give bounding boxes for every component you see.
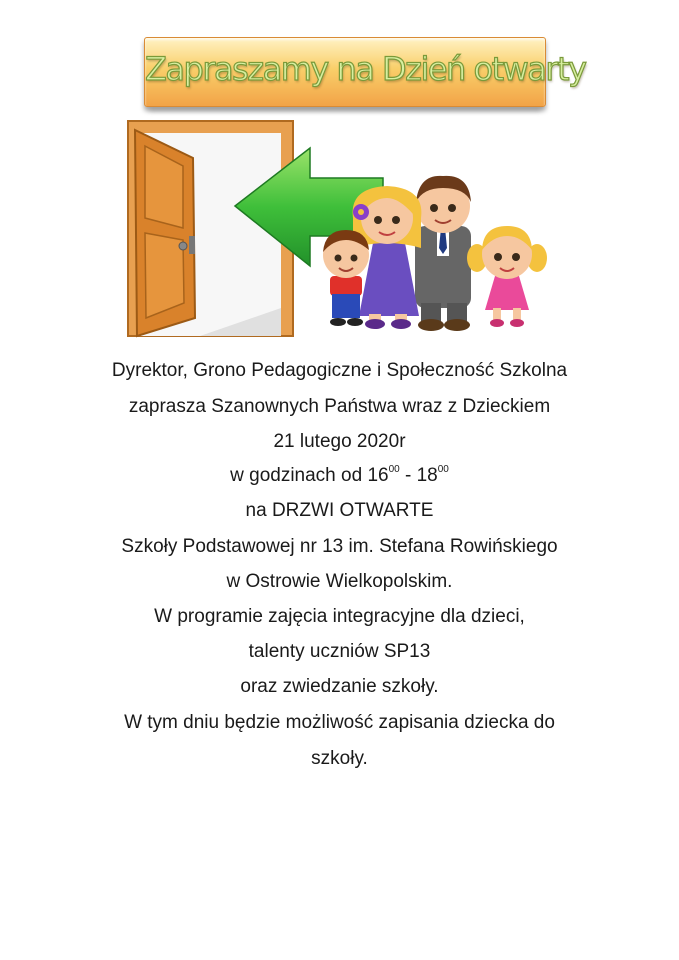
event-name: na DRZWI OTWARTE [245, 500, 434, 521]
enrollment-line: W tym dniu będzie możliwość zapisania dziecka do [124, 712, 555, 733]
hours-separator: - [399, 465, 417, 486]
invitation-line-hosts: Dyrektor, Grono Pedagogiczne i Społeczność Szkolna [111, 360, 568, 381]
tour-line: oraz zwiedzanie szkoły. [240, 676, 439, 697]
event-hours [0, 459, 679, 493]
illustration [125, 118, 565, 343]
school-city: w Ostrowie Wielkopolskim. [226, 571, 453, 592]
hours-start: 16 [367, 465, 389, 486]
school-name: Szkoły Podstawowej nr 13 im. Stefana Rowińskiego [121, 536, 558, 557]
program-line: W programie zajęcia integracyjne dla dzieci, [154, 606, 525, 627]
hours-end: 18 [416, 465, 438, 486]
hours-prefix: w godzinach od [230, 465, 368, 486]
banner-shadow [150, 108, 540, 112]
enrollment-line-end: szkoły. [311, 748, 368, 769]
family-icon [323, 176, 547, 331]
talents-line: talenty uczniów SP13 [248, 641, 431, 662]
invitation-text [0, 353, 679, 777]
hours-end-minutes: 00 [437, 464, 449, 475]
event-date: 21 lutego 2020r [273, 431, 406, 452]
title-banner [144, 37, 586, 107]
invitation-line-invite: zaprasza Szanownych Państwa wraz z Dzieckiem [128, 396, 551, 417]
hours-start-minutes: 00 [388, 464, 400, 475]
banner-title: Zapraszamy na Dzień otwarty [145, 50, 586, 88]
